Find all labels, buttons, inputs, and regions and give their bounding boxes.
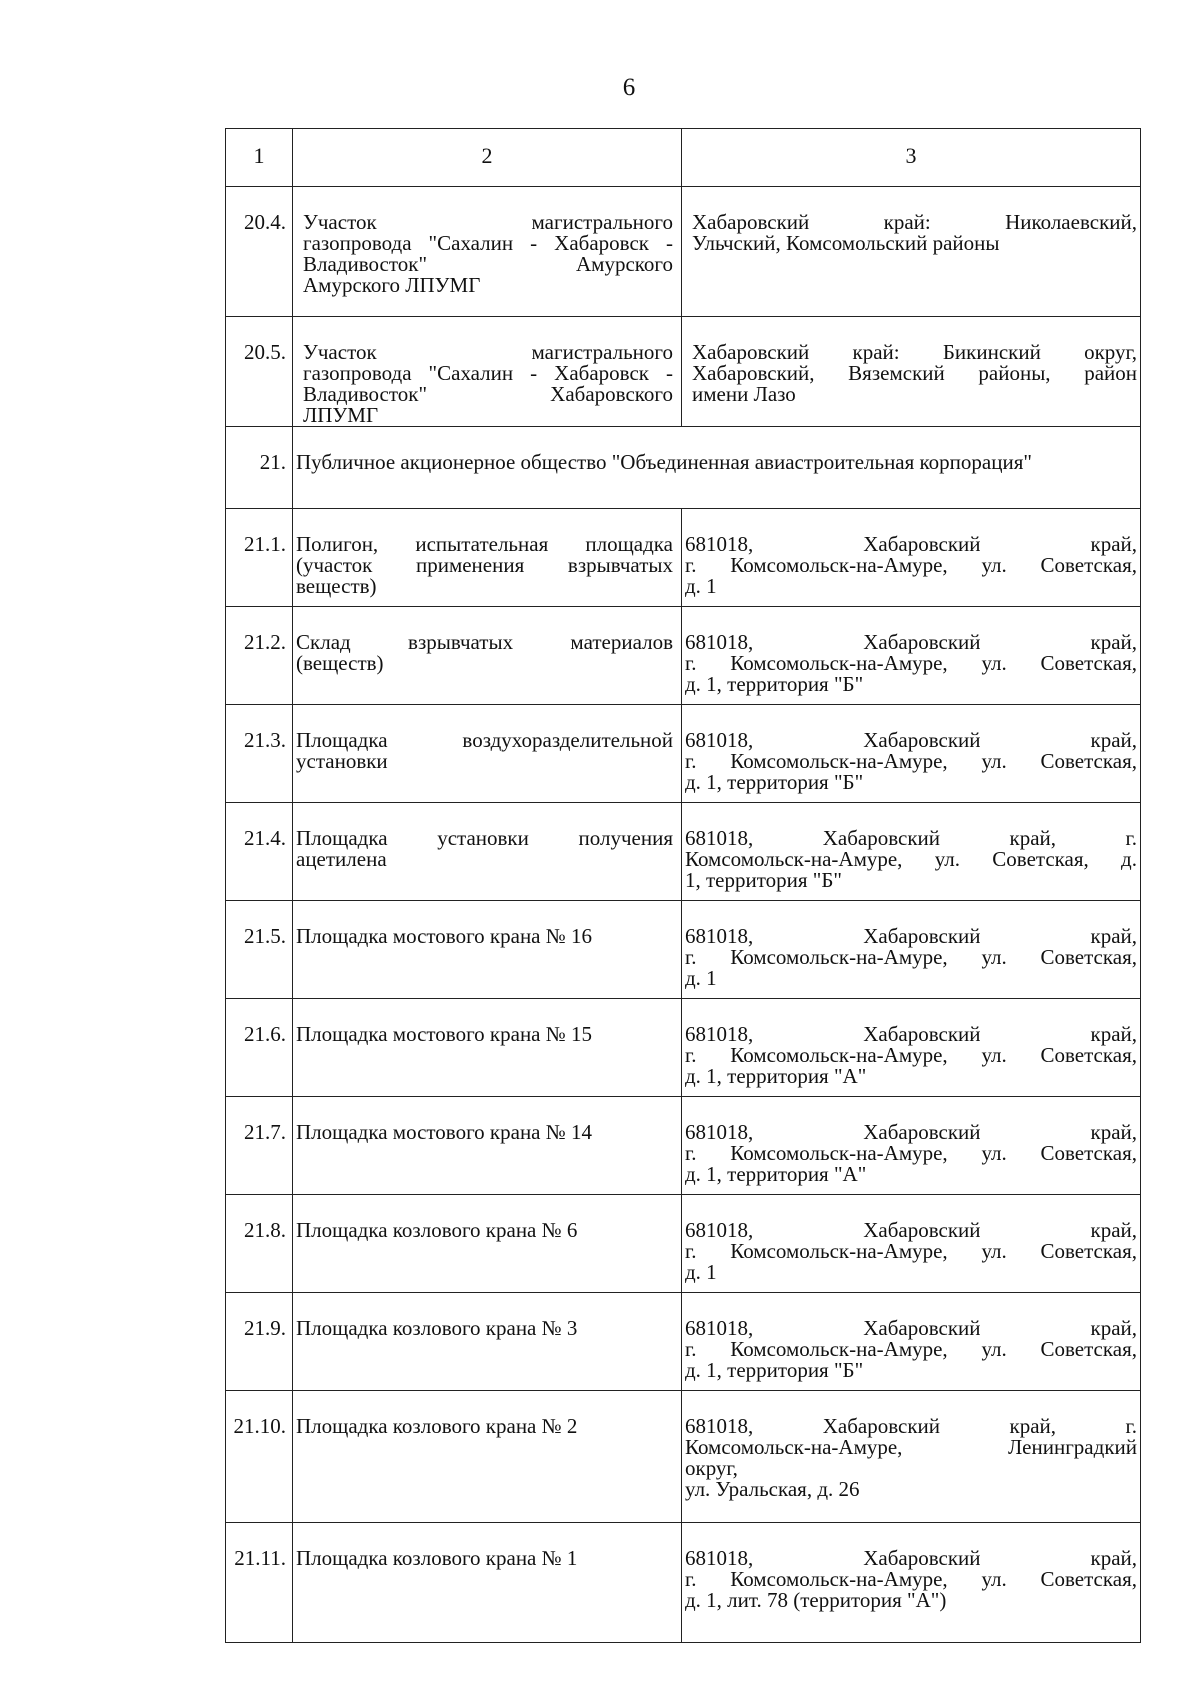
table-row [226, 607, 1141, 705]
object-address [682, 317, 1141, 427]
row-number: 21.11. [226, 1523, 293, 1643]
table-row [226, 1097, 1141, 1195]
object-name-line: установки [296, 749, 388, 773]
object-name [293, 803, 682, 901]
object-name-line: Площадка мостового крана № 14 [296, 1120, 593, 1144]
object-address [682, 607, 1141, 705]
object-name [293, 1195, 682, 1293]
object-name [293, 607, 682, 705]
row-number: 21.6. [226, 999, 293, 1097]
object-address-line: д. 1 [685, 574, 717, 598]
object-name [293, 509, 682, 607]
object-name-line: Участок магистрального [303, 340, 673, 364]
object-name-line: Площадка мостового крана № 15 [296, 1022, 593, 1046]
object-address-line: 681018, Хабаровский край, [685, 630, 1137, 654]
object-name-line: Площадка козлового крана № 6 [296, 1218, 578, 1242]
object-address-line: д. 1, территория "Б" [685, 1358, 864, 1382]
object-address [682, 1097, 1141, 1195]
object-address-line: Комсомольск-на-Амуре, ул. Советская, д. [685, 847, 1137, 871]
object-address-line: г. Комсомольск-на-Амуре, ул. Советская, [685, 1043, 1137, 1067]
object-address-line: д. 1, территория "А" [685, 1064, 867, 1088]
row-number: 20.5. [226, 317, 293, 427]
object-address [682, 999, 1141, 1097]
object-address-line: Комсомольск-на-Амуре, Ленинградкий [685, 1435, 1137, 1459]
object-address-line: 681018, Хабаровский край, [685, 1120, 1137, 1144]
object-name-line: (участок применения взрывчатых [296, 553, 673, 577]
row-number: 20.4. [226, 187, 293, 317]
object-name [293, 705, 682, 803]
row-number: 21.5. [226, 901, 293, 999]
row-number: 21.7. [226, 1097, 293, 1195]
object-name-line: газопровода "Сахалин - Хабаровск - [303, 231, 673, 255]
object-name [293, 187, 682, 317]
table-row [226, 1195, 1141, 1293]
object-name-line: веществ) [296, 574, 377, 598]
object-address-line: Ульчский, Комсомольский районы [692, 231, 1000, 255]
object-address [682, 187, 1141, 317]
object-address-line: д. 1, территория "Б" [685, 770, 864, 794]
object-name [293, 1391, 682, 1523]
object-name-line: Амурского ЛПУМГ [303, 273, 481, 297]
object-address-line: г. Комсомольск-на-Амуре, ул. Советская, [685, 945, 1137, 969]
object-address-line: д. 1 [685, 966, 717, 990]
object-address-line: д. 1 [685, 1260, 717, 1284]
object-name [293, 1293, 682, 1391]
object-name-line: ЛПУМГ [303, 403, 379, 427]
header-col-2: 2 [293, 129, 682, 187]
object-address-line: 681018, Хабаровский край, г. [685, 1414, 1137, 1438]
object-address-line: г. Комсомольск-на-Амуре, ул. Советская, [685, 1337, 1137, 1361]
row-number: 21.4. [226, 803, 293, 901]
row-number: 21.2. [226, 607, 293, 705]
object-name [293, 1097, 682, 1195]
row-number: 21.10. [226, 1391, 293, 1523]
object-address-line: 681018, Хабаровский край, г. [685, 826, 1137, 850]
object-name-line: Полигон, испытательная площадка [296, 532, 673, 556]
table-body [226, 129, 1141, 1643]
objects-table [225, 128, 1141, 1643]
object-address-line: г. Комсомольск-на-Амуре, ул. Советская, [685, 749, 1137, 773]
object-address-line: д. 1, территория "Б" [685, 672, 864, 696]
object-name-line: Склад взрывчатых материалов [296, 630, 673, 654]
object-name-line: (веществ) [296, 651, 384, 675]
table-row [226, 427, 1141, 509]
object-address [682, 1523, 1141, 1643]
table-header-row [226, 129, 1141, 187]
object-address [682, 705, 1141, 803]
object-address [682, 1195, 1141, 1293]
object-name-line: Площадка козлового крана № 1 [296, 1546, 578, 1570]
object-address [682, 1391, 1141, 1523]
object-name [293, 901, 682, 999]
object-name-line: ацетилена [296, 847, 387, 871]
object-address-line: Хабаровский край: Николаевский, [692, 210, 1137, 234]
object-address-line: 681018, Хабаровский край, [685, 924, 1137, 948]
object-address-line: г. Комсомольск-на-Амуре, ул. Советская, [685, 651, 1137, 675]
table-row [226, 1293, 1141, 1391]
object-address [682, 509, 1141, 607]
table-row [226, 803, 1141, 901]
object-name-line: Участок магистрального [303, 210, 673, 234]
object-name-line: Площадка мостового крана № 16 [296, 924, 593, 948]
object-name-line: Площадка воздухоразделительной [296, 728, 673, 752]
object-name-line: Площадка козлового крана № 3 [296, 1316, 578, 1340]
row-number: 21.1. [226, 509, 293, 607]
table-row [226, 1523, 1141, 1643]
object-address-line: 681018, Хабаровский край, [685, 532, 1137, 556]
object-address [682, 901, 1141, 999]
row-number: 21.3. [226, 705, 293, 803]
table-row [226, 187, 1141, 317]
header-col-1: 1 [226, 129, 293, 187]
header-col-3: 3 [682, 129, 1141, 187]
object-address-line: 681018, Хабаровский край, [685, 1022, 1137, 1046]
object-name [293, 1523, 682, 1643]
object-address-line: 681018, Хабаровский край, [685, 1218, 1137, 1242]
object-address-line: д. 1, лит. 78 (территория "А") [685, 1588, 947, 1612]
object-address-line: г. Комсомольск-на-Амуре, ул. Советская, [685, 1141, 1137, 1165]
object-address-line: г. Комсомольск-на-Амуре, ул. Советская, [685, 1567, 1137, 1591]
object-name [293, 317, 682, 427]
table-row [226, 901, 1141, 999]
object-name [293, 999, 682, 1097]
table-row [226, 1391, 1141, 1523]
object-name-line: Владивосток" Хабаровского [303, 382, 673, 406]
object-address-line: г. Комсомольск-на-Амуре, ул. Советская, [685, 1239, 1137, 1263]
row-number: 21.8. [226, 1195, 293, 1293]
object-address-line: г. Комсомольск-на-Амуре, ул. Советская, [685, 553, 1137, 577]
object-name-line: Владивосток" Амурского [303, 252, 673, 276]
object-name-line: Площадка козлового крана № 2 [296, 1414, 578, 1438]
object-address-line: 681018, Хабаровский край, [685, 1316, 1137, 1340]
object-address-line: Хабаровский, Вяземский районы, район [692, 361, 1137, 385]
object-address-line: 681018, Хабаровский край, [685, 728, 1137, 752]
page-number: 6 [622, 74, 636, 101]
table-row [226, 317, 1141, 427]
object-address [682, 1293, 1141, 1391]
organization-name: Публичное акционерное общество "Объединенная авиастроительная корпорация" [293, 427, 1141, 509]
object-address-line: Хабаровский край: Бикинский округ, [692, 340, 1137, 364]
object-address-line: 681018, Хабаровский край, [685, 1546, 1137, 1570]
table-row [226, 705, 1141, 803]
object-name-line: газопровода "Сахалин - Хабаровск - [303, 361, 673, 385]
object-address [682, 803, 1141, 901]
object-address-line: 1, территория "Б" [685, 868, 842, 892]
table-row [226, 509, 1141, 607]
object-name-line: Площадка установки получения [296, 826, 673, 850]
object-address-line: имени Лазо [692, 382, 796, 406]
table-row [226, 999, 1141, 1097]
row-number: 21. [226, 427, 293, 509]
object-address-line: ул. Уральская, д. 26 [685, 1477, 860, 1501]
object-address-line: д. 1, территория "А" [685, 1162, 867, 1186]
object-address-line: округ, [685, 1456, 738, 1480]
row-number: 21.9. [226, 1293, 293, 1391]
